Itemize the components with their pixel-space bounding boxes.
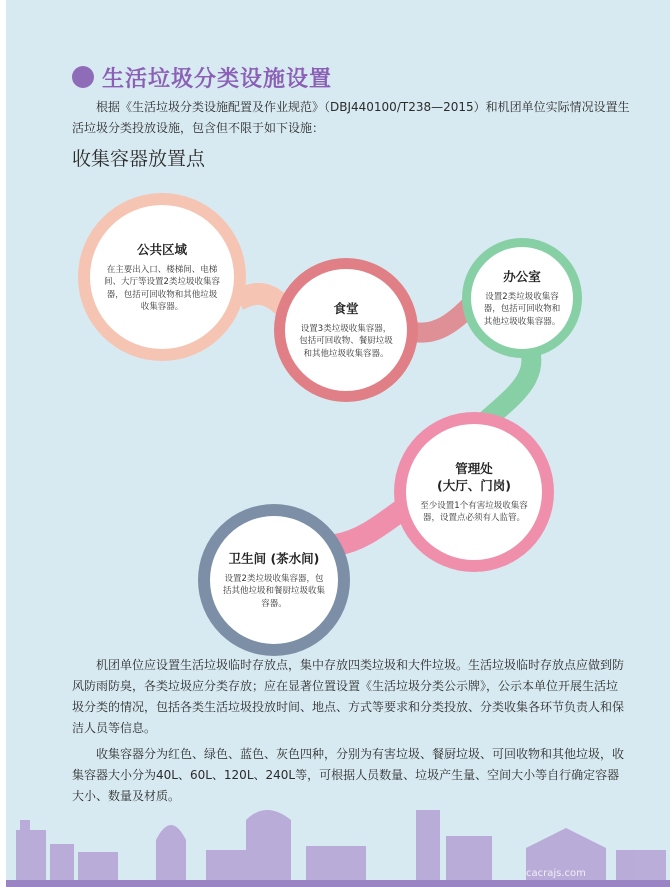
- station-desc: 在主要出入口、楼梯间、电梯间、大厅等设置2类垃圾收集容器，包括可回收物和其他垃圾收集容器。: [104, 264, 220, 312]
- station-desc: 设置2类垃圾收集容器，包括可回收物和其他垃圾收集容器。: [483, 291, 561, 327]
- station-desc: 至少设置1个有害垃圾收集容器，设置点必须有人监管。: [420, 500, 528, 523]
- station-management: [394, 412, 554, 572]
- watermark-text: cacrajs.com: [526, 868, 586, 879]
- subheading: 收集容器放置点: [72, 148, 206, 170]
- page-title: 生活垃圾分类设施设置: [102, 66, 333, 92]
- station-canteen: [274, 258, 418, 402]
- station-title: 公共区域: [136, 241, 187, 257]
- page: [6, 0, 670, 887]
- station-desc: 设置3类垃圾收集容器，包括可回收物、餐厨垃圾和其他垃圾收集容器。: [299, 323, 393, 359]
- station-title: 办公室: [503, 268, 541, 284]
- intro-paragraph: 根据《生活垃圾分类设施配置及作业规范》（DBJ440100/T238—2015）和机团单位实际情况设置生活垃圾分类投放设施，包含但不限于如下设施：: [72, 100, 630, 135]
- station-title: 管理处 (大厅、门岗): [437, 460, 511, 493]
- station-title: 卫生间 (茶水间): [228, 550, 320, 566]
- station-restroom: [198, 504, 350, 656]
- station-desc: 设置2类垃圾收集容器，包括其他垃圾和餐厨垃圾收集容器。: [222, 573, 325, 609]
- station-title: 食堂: [333, 300, 359, 316]
- body-paragraph-1: 机团单位应设置生活垃圾临时存放点，集中存放四类垃圾和大件垃圾。生活垃圾临时存放点应做到防风防雨防臭，各类垃圾应分类存放；应在显著位置设置《生活垃圾分类公示牌》，公示本单位开展生活垃圾分类的情况，包括各类生活垃圾投放时间、地点、方式等要求和分类投放、分类收集各环节负责人和保洁人员等信息。: [72, 658, 625, 735]
- body-paragraph-2: 收集容器分为红色、绿色、蓝色、灰色四种，分别为有害垃圾、餐厨垃圾、可回收物和其他垃圾，收集容器大小分为40L、60L、120L、240L等，可根据人员数量、垃圾产生量、空间大小等自行确定容器大小、数量及材质。: [72, 747, 625, 803]
- station-public-area: [78, 193, 246, 361]
- station-office: [462, 238, 582, 358]
